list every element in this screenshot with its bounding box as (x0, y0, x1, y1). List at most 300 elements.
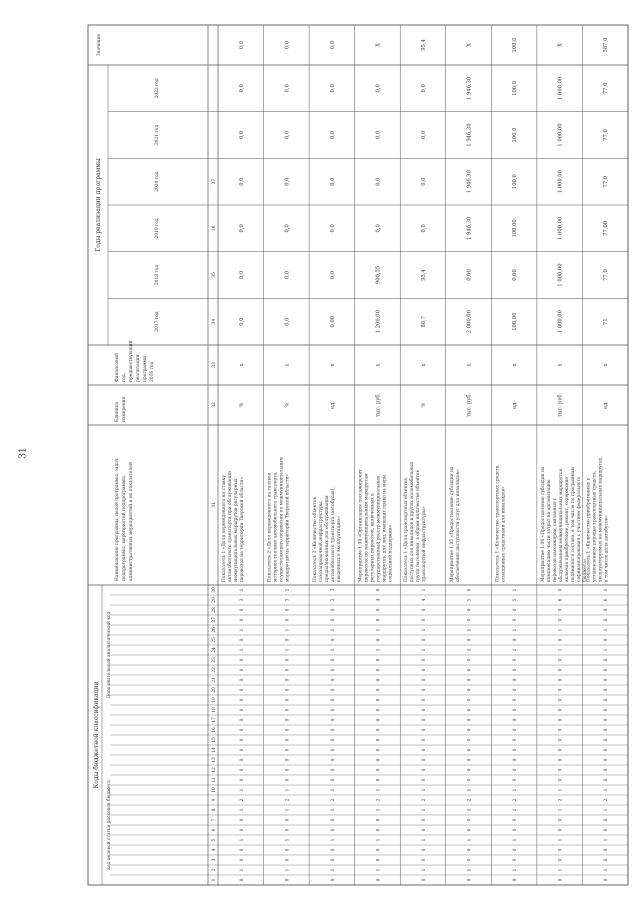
code-digit: 2 (285, 588, 291, 592)
row-year-value: 0,0 (284, 317, 291, 326)
code-digit: 0 (239, 618, 245, 622)
row-year-value: 2 000,00 (466, 310, 473, 334)
header-name: подпрограммы, мероприятий подпрограммы, (122, 474, 127, 581)
header-year: 2017 год (155, 311, 160, 332)
row-year-value: 0,0 (238, 84, 245, 93)
row-unit: тыс. руб. (375, 392, 382, 418)
code-digit: 0 (330, 688, 336, 692)
code-digit: 0 (376, 638, 382, 642)
code-digit: 0 (330, 708, 336, 712)
code-digit: 0 (604, 728, 610, 732)
code-digit: 1 (467, 808, 473, 812)
code-digit: 2 (604, 798, 610, 802)
header-unit: измерения (122, 396, 127, 422)
row-name: установленном порядке транспортных средств, (592, 470, 598, 582)
row-year-value: 0,0 (329, 84, 336, 93)
code-digit: 0 (330, 858, 336, 862)
header-financing-prev: предшествующий (129, 340, 134, 382)
code-digit: 0 (422, 758, 427, 762)
code-digit: 0 (558, 768, 564, 772)
row-year-value: 1 000,00 (557, 216, 564, 240)
code-digit: 0 (558, 708, 564, 712)
code-digit: 2 (239, 798, 245, 802)
row-name: автомобильного транспорта (автобусов), (331, 487, 337, 582)
code-digit: 1 (604, 788, 610, 792)
code-digit: 0 (558, 588, 564, 592)
code-digit: 1 (376, 628, 382, 632)
code-digit: 0 (239, 708, 245, 712)
code-digit: 0 (513, 718, 519, 722)
row-year-value: 100,00 (512, 312, 519, 331)
code-digit: 0 (422, 708, 427, 712)
row-year-value: 0,00 (512, 269, 519, 281)
code-digit: 0 (467, 738, 473, 742)
code-digit: 4 (376, 598, 382, 602)
code-digit: 0 (558, 828, 564, 832)
column-number: 16 (212, 727, 217, 733)
code-digit: 0 (422, 858, 427, 862)
code-digit: 0 (422, 698, 427, 702)
code-digit: 0 (558, 688, 564, 692)
header-target-article: код целевой статьи расходов бюджета (107, 780, 112, 870)
row-final-value: 0,0 (329, 40, 336, 50)
row-name: предназначенных для обслуживания (325, 495, 331, 582)
code-digit: 0 (513, 738, 519, 742)
row-name: маршрутам на территории Тверской области» (285, 474, 291, 582)
code-digit: 1 (422, 838, 427, 842)
code-digit: 1 (239, 628, 245, 632)
code-digit: 0 (376, 618, 382, 622)
code-digit: 0 (467, 828, 473, 832)
row-year-value: 0,0 (238, 177, 245, 186)
row-year-value: 77,00 (603, 220, 610, 236)
row-name: Показатель 3 «Количество объектов (313, 497, 319, 582)
code-digit: 0 (422, 718, 427, 722)
code-digit: 0 (467, 688, 473, 692)
row-name: межмуниципальных маршрутов регулярных (234, 478, 239, 582)
column-number: 35 (212, 272, 217, 278)
row-name: перевозок пассажиров, связанных с (552, 497, 558, 582)
code-digit: 0 (604, 818, 610, 822)
code-digit: 0 (376, 758, 382, 762)
code-digit: 0 (330, 828, 336, 832)
row-prev: х (329, 363, 336, 367)
code-digit: 0 (558, 728, 564, 732)
code-digit: 0 (513, 638, 519, 642)
code-digit: 0 (467, 618, 473, 622)
code-digit: 0 (558, 608, 564, 612)
code-digit: 1 (376, 788, 382, 792)
code-digit: 0 (376, 658, 382, 662)
code-digit: 1 (239, 868, 245, 872)
code-digit: 0 (285, 678, 291, 682)
code-digit: 0 (239, 768, 245, 772)
column-number: 33 (212, 362, 217, 368)
code-digit: 0 (285, 778, 291, 782)
code-digit: 1 (285, 648, 291, 652)
code-digit: 0 (285, 878, 291, 882)
code-digit: 3 (239, 598, 245, 602)
code-digit: 0 (285, 748, 291, 752)
row-name: оснащенных средствами для инвалидов» (501, 486, 507, 582)
row-final-value: 387,0 (603, 37, 610, 53)
code-digit: 0 (558, 618, 564, 622)
code-digit: 0 (604, 738, 610, 742)
code-digit: 0 (285, 668, 291, 672)
code-digit: 0 (513, 778, 519, 782)
code-digit: 0 (513, 728, 519, 732)
column-number: 22 (212, 667, 217, 673)
code-digit: 1 (604, 628, 610, 632)
code-digit: 1 (422, 628, 427, 632)
code-digit: 0 (513, 618, 519, 622)
code-digit: 1 (422, 648, 427, 652)
code-digit: 1 (285, 788, 291, 792)
row-name: бюджета» (582, 558, 588, 582)
code-digit: 0 (604, 778, 610, 782)
row-final-value: 0,0 (238, 40, 245, 50)
row-year-value: 0,0 (284, 270, 291, 280)
row-name: компенсацию части затрат на организацию (546, 479, 552, 582)
code-digit: 0 (285, 768, 291, 772)
code-digit: 1 (422, 868, 427, 872)
row-prev: х (603, 363, 610, 367)
code-digit: 0 (467, 728, 473, 732)
code-digit: 0 (239, 818, 245, 822)
code-digit: 0 (422, 658, 427, 662)
row-year-value: 1 000,00 (557, 123, 564, 147)
code-digit: 0 (376, 668, 382, 672)
code-digit: 1 (330, 868, 336, 872)
code-digit: 1 (376, 808, 382, 812)
row-unit: % (421, 402, 427, 408)
code-digit: 0 (239, 608, 245, 612)
code-digit: 0 (513, 668, 519, 672)
code-digit: 0 (558, 718, 564, 722)
code-digit: 0 (376, 708, 382, 712)
row-unit: % (238, 402, 245, 408)
column-number: 28 (212, 607, 217, 613)
code-digit: 1 (604, 588, 610, 592)
code-digit: 0 (467, 878, 473, 882)
code-digit: 0 (422, 608, 427, 612)
row-year-value: 0,0 (421, 84, 427, 93)
code-digit: 0 (330, 728, 336, 732)
code-digit: 0 (376, 588, 382, 592)
column-number: 10 (212, 787, 217, 793)
code-digit: 0 (604, 748, 610, 752)
row-name: Показатель 2 «Доля переведенного на газовое (267, 472, 273, 582)
code-digit: 0 (330, 608, 336, 612)
header-budget-codes: Коды бюджетной классификации (93, 681, 100, 789)
header-financing-prev: год, (122, 372, 127, 382)
code-digit: 1 (558, 868, 564, 872)
row-name: Показатель 1 «Доля транспортных объектов, (404, 476, 410, 582)
row-year-value: 0,00 (329, 315, 336, 328)
code-digit: 0 (422, 668, 427, 672)
code-digit: 0 (604, 688, 610, 692)
code-digit: 1 (376, 648, 382, 652)
header-name: Наименование программы, целей программы, задач (115, 458, 120, 581)
row-year-value: 0,0 (238, 224, 245, 233)
code-digit: 1 (330, 648, 336, 652)
code-digit: 1 (467, 868, 473, 872)
column-number: 26 (212, 627, 217, 633)
row-name: маршрутов, для лиц, имеющих право на меры (382, 474, 388, 582)
code-digit: 0 (422, 818, 427, 822)
row-name: Мероприятие 1.06 «Предоставление субсидии на (540, 466, 546, 582)
row-year-value: 1 946,30 (466, 170, 473, 194)
code-digit: 0 (513, 818, 519, 822)
column-number: 27 (212, 617, 217, 623)
column-number: 23 (212, 657, 217, 663)
code-digit: 0 (376, 738, 382, 742)
row-year-value: 0,0 (329, 270, 336, 280)
row-prev: х (512, 363, 519, 367)
code-digit: 2 (422, 798, 427, 802)
code-digit: 0 (513, 658, 519, 662)
code-digit: 2 (467, 798, 473, 802)
column-number: 20 (212, 687, 217, 693)
code-digit: 1 (513, 838, 519, 842)
column-number: 6 (212, 828, 217, 832)
header-financing-prev: реализации (136, 354, 141, 382)
page-number: 31 (18, 447, 29, 459)
row-name: обслуживанием межмуниципальных маршрутов, (558, 467, 564, 582)
code-digit: 0 (513, 748, 519, 752)
row-unit: тыс. руб. (557, 392, 564, 418)
column-number: 25 (212, 637, 217, 643)
code-digit: 1 (604, 868, 610, 872)
column-number: 17 (212, 717, 217, 723)
code-digit: 0 (330, 768, 336, 772)
code-digit: 5 (467, 598, 473, 602)
code-digit: 0 (604, 848, 610, 852)
row-year-value: 0,0 (329, 130, 336, 140)
row-final-value: 95,4 (421, 39, 427, 51)
row-name: Показатель 1 «Количество транспортных средств, (495, 464, 501, 582)
code-digit: 0 (558, 848, 564, 852)
header-unit: Единица (115, 401, 120, 422)
column-number: 1 (212, 878, 217, 882)
row-year-value: 0,0 (284, 224, 291, 233)
column-number: 12 (212, 767, 217, 773)
code-digit: 1 (376, 838, 382, 842)
code-digit: 0 (330, 668, 336, 672)
code-digit: 0 (239, 678, 245, 682)
code-digit: 0 (422, 618, 427, 622)
column-number: 31 (212, 502, 217, 508)
code-digit: 0 (558, 668, 564, 672)
code-digit: 0 (285, 638, 291, 642)
code-digit: 0 (467, 638, 473, 642)
code-digit: 0 (239, 748, 245, 752)
code-digit: 1 (558, 788, 564, 792)
header-years-group: Годы реализации программы (95, 158, 102, 252)
code-digit: 0 (422, 738, 427, 742)
code-digit: 0 (558, 858, 564, 862)
row-name: Показатель 1 «Количество приобретенных в (586, 477, 592, 582)
code-digit: 1 (513, 808, 519, 812)
row-name: включая приобретение, ремонт, содержание (564, 476, 570, 582)
code-digit: 2 (513, 798, 519, 802)
code-digit: 0 (467, 658, 473, 662)
code-digit: 0 (467, 778, 473, 782)
header-year: 2019 год (155, 218, 160, 239)
code-digit: 0 (604, 858, 610, 862)
header-year: 2022 год (155, 78, 160, 99)
row-unit: тыс. руб. (466, 392, 473, 418)
table-body (88, 25, 628, 885)
code-digit: 0 (330, 818, 336, 822)
code-digit: 0 (558, 878, 564, 882)
header-extra-codes: Дополнительный аналитический код (107, 611, 112, 699)
code-digit: 0 (467, 668, 473, 672)
code-digit: 0 (604, 658, 610, 662)
code-digit: 1 (558, 648, 564, 652)
code-digit: 0 (239, 658, 245, 662)
column-number: 34 (212, 318, 217, 325)
code-digit: 0 (558, 698, 564, 702)
code-digit: 0 (376, 858, 382, 862)
row-year-value: 0,0 (284, 130, 291, 140)
column-number: 13 (212, 757, 217, 763)
code-digit: 0 (558, 658, 564, 662)
code-digit: 0 (239, 668, 245, 672)
code-digit: 0 (239, 828, 245, 832)
code-digit: 0 (285, 758, 291, 762)
header-final: Значение (97, 33, 102, 57)
code-digit: 0 (422, 688, 427, 692)
row-year-value: 1 946,30 (466, 216, 473, 240)
code-digit: 0 (376, 828, 382, 832)
code-digit: 0 (376, 678, 382, 682)
row-year-value: 0,0 (375, 130, 382, 140)
code-digit: 0 (285, 728, 291, 732)
row-name: перевозок на территории Тверской области» (240, 476, 245, 582)
row-name: моторное топливо автомобильного транспорта, (273, 471, 279, 582)
row-year-value: 1 000,00 (557, 76, 564, 100)
code-digit: 0 (467, 698, 473, 702)
code-digit: 0 (376, 728, 382, 732)
code-digit: 0 (467, 748, 473, 752)
code-digit: 0 (467, 758, 473, 762)
row-year-value: 77,0 (603, 82, 610, 95)
code-digit: 0 (558, 738, 564, 742)
column-number: 2 (212, 868, 217, 872)
row-year-value: 0,0 (284, 177, 291, 186)
code-digit: 1 (558, 838, 564, 842)
row-unit: % (284, 402, 291, 408)
code-digit: 0 (376, 778, 382, 782)
code-digit: 1 (422, 588, 427, 592)
code-digit: 0 (285, 858, 291, 862)
row-name: софинансирования с участием федерального (576, 476, 582, 582)
code-digit: 0 (604, 638, 610, 642)
row-name: Мероприятие 1.05 «Предоставление субсидии на (449, 466, 455, 582)
column-number: 11 (212, 777, 217, 783)
column-number: 30 (212, 587, 217, 593)
code-digit: 0 (422, 848, 427, 852)
row-year-value: 0,0 (421, 224, 427, 233)
row-name: осуществляющего перевозки по межмуниципальным (279, 457, 285, 582)
code-digit: 0 (604, 668, 610, 672)
code-digit: 0 (467, 818, 473, 822)
row-unit: ед. (329, 401, 336, 409)
code-digit: 0 (558, 638, 564, 642)
code-digit: 0 (376, 688, 382, 692)
code-digit: 0 (285, 848, 291, 852)
code-digit: 0 (467, 858, 473, 862)
code-digit: 0 (285, 698, 291, 702)
code-digit: 1 (285, 868, 291, 872)
row-year-value: 93,4 (421, 269, 427, 281)
code-digit: 3 (330, 598, 336, 602)
row-name: подвижного состава, в том числе по программам (570, 467, 576, 582)
code-digit: 1 (239, 788, 245, 792)
code-digit: 0 (239, 848, 245, 852)
row-year-value: 1 000,00 (557, 263, 564, 287)
row-year-value: 0,0 (375, 84, 382, 93)
code-digit: 0 (513, 828, 519, 832)
row-final-value: 100,0 (512, 37, 519, 53)
row-unit: ед. (603, 401, 610, 409)
code-digit: 0 (422, 828, 427, 832)
row-year-value: 1 946,30 (466, 76, 473, 100)
code-digit: 0 (513, 708, 519, 712)
code-digit: 0 (239, 738, 245, 742)
code-digit: 0 (239, 878, 245, 882)
code-digit: 0 (330, 658, 336, 662)
code-digit: 1 (239, 808, 245, 812)
code-digit: 0 (513, 858, 519, 862)
row-prev: х (238, 363, 245, 367)
code-digit: 0 (285, 738, 291, 742)
row-final-value: 0,0 (284, 40, 291, 50)
header-financing-prev: 2016 год (150, 361, 155, 382)
code-digit: 0 (239, 778, 245, 782)
row-year-value: 900,55 (375, 265, 382, 285)
code-digit: 1 (239, 588, 245, 592)
code-digit: 1 (604, 808, 610, 812)
column-number: 9 (212, 798, 217, 802)
code-digit: 0 (467, 678, 473, 682)
code-digit: 2 (285, 798, 291, 802)
code-digit: 1 (330, 628, 336, 632)
code-digit: 0 (376, 768, 382, 772)
code-digit: 1 (513, 788, 519, 792)
code-digit: 0 (513, 678, 519, 682)
code-digit: 1 (376, 868, 382, 872)
row-final-value: Х (466, 43, 473, 47)
code-digit: 3 (330, 588, 336, 592)
code-digit: 0 (285, 828, 291, 832)
row-name: автомобильного транспорта при обслуживании (228, 471, 233, 582)
code-digit: 1 (604, 648, 610, 652)
row-year-value: 1 946,30 (466, 123, 473, 147)
column-number: 3 (212, 858, 217, 862)
code-digit: 0 (376, 818, 382, 822)
code-digit: 0 (558, 778, 564, 782)
row-prev: х (466, 363, 473, 367)
column-number: 14 (212, 747, 217, 753)
row-year-value: 100,0 (512, 174, 519, 190)
code-digit: 6 (604, 598, 610, 602)
code-digit: 0 (330, 618, 336, 622)
code-digit: 0 (330, 718, 336, 722)
code-digit: 0 (558, 748, 564, 752)
code-digit: 0 (376, 878, 382, 882)
